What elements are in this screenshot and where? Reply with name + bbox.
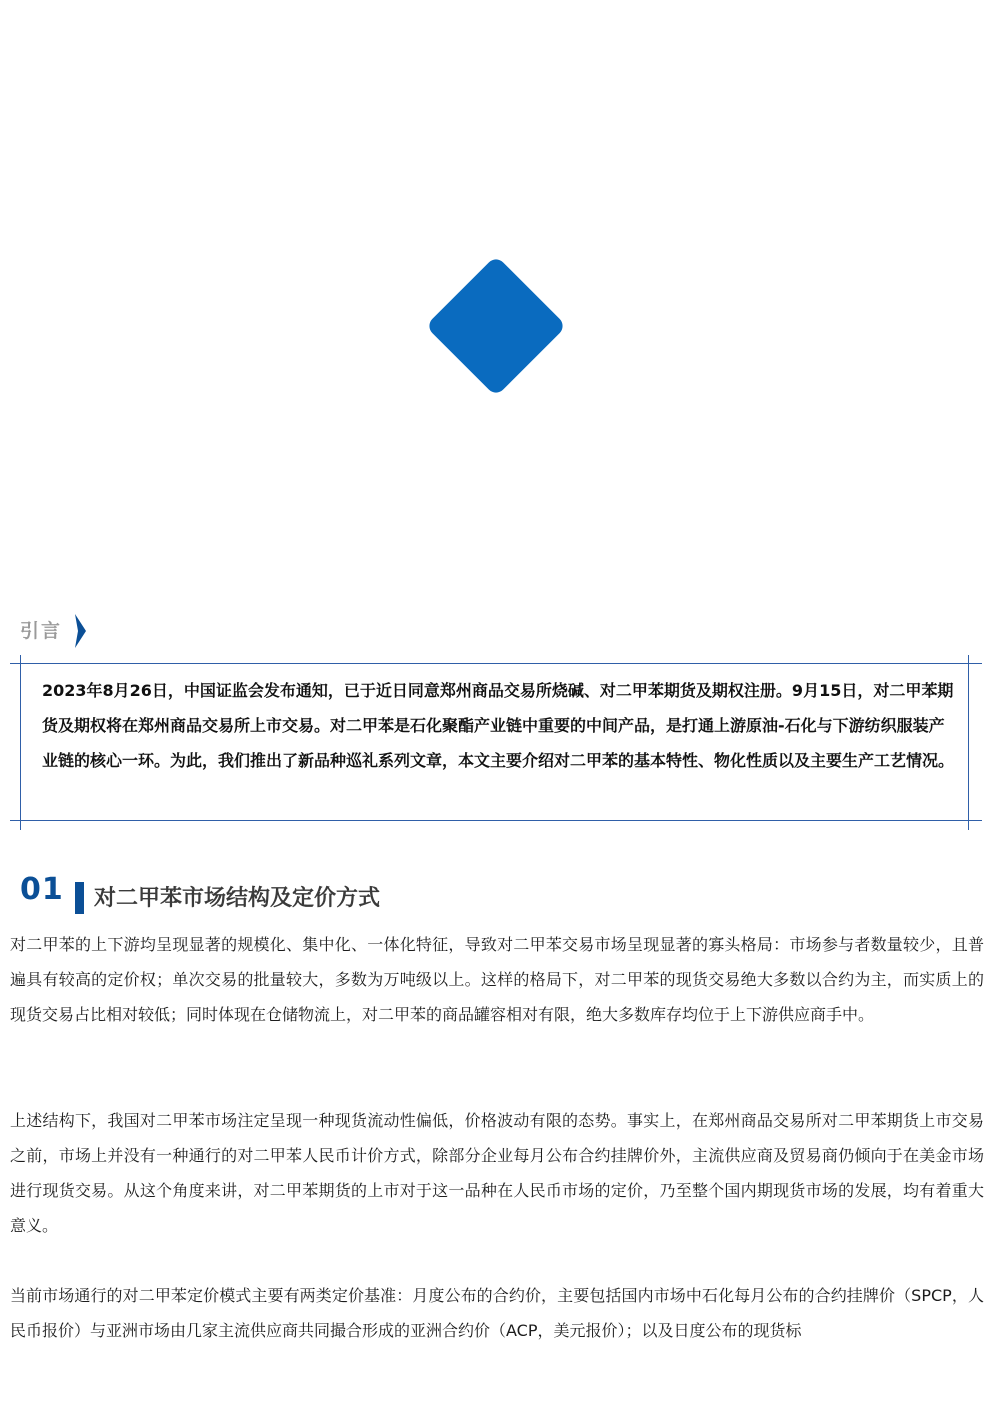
intro-label: 引言: [20, 620, 63, 642]
paragraph-2: 上述结构下，我国对二甲苯市场注定呈现一种现货流动性偏低，价格波动有限的态势。事实上，在郑州商品交易所对二甲苯期货上市交易之前，市场上并没有一种通行的对二甲苯人民币计价方式，除部分企业每月公布合约挂牌价外，主流供应商及贸易商仍倾向于在美金市场进行现货交易。从这个角度来讲，对二甲苯期货的上市对于这一品种在人民币市场的定价，乃至整个国内期现货市场的发展，均有着重大意义。: [10, 1111, 984, 1235]
paragraph-1: 对二甲苯的上下游均呈现显著的规模化、集中化、一体化特征，导致对二甲苯交易市场呈现显著的寡头格局：市场参与者数量较少，且普遍具有较高的定价权；单次交易的批量较大，多数为万吨级以上。这样的格局下，对二甲苯的现货交易绝大多数以合约为主，而实质上的现货交易占比相对较低；同时体现在仓储物流上，对二甲苯的商品罐容相对有限，绝大多数库存均位于上下游供应商手中。: [10, 935, 984, 1024]
section-title: 对二甲苯市场结构及定价方式: [94, 886, 381, 911]
section-number: 01: [20, 872, 64, 907]
diamond-logo-icon: [425, 255, 566, 396]
section-bar: [75, 882, 84, 914]
intro-text: 2023年8月26日，中国证监会发布通知，已于近日同意郑州商品交易所烧碱、对二甲苯期货及期权注册。9月15日，对二甲苯期货及期权将在郑州商品交易所上市交易。对二甲苯是石化聚酯产业链中重要的中间产品，是打通上游原油-石化与下游纺织服装产业链的核心一环。为此，我们推出了新品种巡礼系列文章，本文主要介绍对二甲苯的基本特性、物化性质以及主要生产工艺情况。: [42, 681, 955, 770]
paragraph-3: 当前市场通行的对二甲苯定价模式主要有两类定价基准：月度公布的合约价，主要包括国内市场中石化每月公布的合约挂牌价（SPCP，人民币报价）与亚洲市场由几家主流供应商共同撮合形成的亚洲合约价（ACP，美元报价）；以及日度公布的现货标: [10, 1286, 984, 1340]
chevron-right-icon: [72, 612, 88, 650]
